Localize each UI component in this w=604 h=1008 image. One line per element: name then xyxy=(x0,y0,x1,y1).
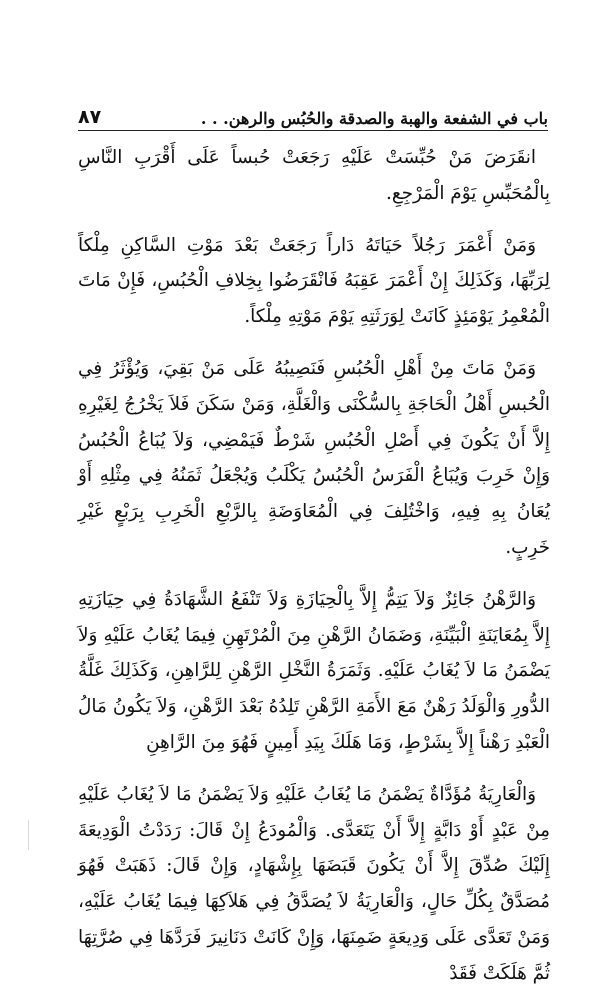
running-header xyxy=(78,98,548,131)
paragraph-5: وَالْعَارِيَةُ مُؤَدَّاةٌ يَضْمَنُ مَا يُغَابُ عَلَيْهِ وَلاَ يَضْمَنُ مَا لاَ يُغَابُ عَلَيْهِ مِنْ عَبْدٍ أَوْ دَابَّةٍ إِلاَّ أَنْ يَتَعَدَّى. وَالْمُودَعُ إِنْ قَالَ: رَدَدْتُ الْوَدِيعَةَ إِلَيْكَ صُدِّقَ إِلاَّ أَنْ يَكُونَ قَبَضَهَا بِإِشْهَادٍ، وَإِنْ قَالَ: ذَهَبَتْ فَهُوَ مُصَدَّقٌ بِكُلِّ حَالٍ، وَالْعَارِيَةُ لاَ يُصَدَّقُ فِي هَلاَكِهَا فِيمَا يُغَابُ عَلَيْهِ، وَمَنْ تَعَدَّى عَلَى وَدِيعَةٍ ضَمِنَهَا، وَإِنْ كَانَتْ دَنَانِيرَ فَرَدَّهَا فِي صُرَّتِهَا ثُمَّ هَلَكَتْ فَقَدْ xyxy=(78,783,550,984)
body-text xyxy=(78,140,550,1008)
paragraph-3: وَمَنْ مَاتَ مِنْ أَهْلِ الْحُبُسِ فَنَصِيبُهُ عَلَى مَنْ بَقِيَ، وَيُؤْثَرُ فِي الْحُبسِ أَهْلُ الْحَاجَةِ بِالسُّكْنَى وَالْغَلَّةِ، وَمَنْ سَكَنَ فَلاَ يَخْرُجُ لِغَيْرِهِ إِلاَّ أَنْ يَكُونَ فِي أَصْلِ الْحُبُسِ شَرْطٌ فَيَمْضِي، وَلاَ يُبَاعُ الْحُبُسُ وَإِنْ خَرِبَ وَيُبَاعُ الْفَرَسُ الْحُبُسُ يَكْلَبُ وَيُجْعَلُ ثَمَنُهُ فِي مِثْلِهِ أَوْ يُعَانُ بِهِ فِيهِ، وَاخْتُلِفَ فِي الْمُعَاوَضَةِ بِالرَّبْعِ الْخَرِبِ بِرَبْعٍ غَيْرِ خَرِبٍ. xyxy=(78,357,550,558)
margin-mark xyxy=(28,820,29,850)
paragraph-1: انقَرَضَ مَنْ حُبِّسَتْ عَلَيْهِ رَجَعَتْ حُبساً عَلَى أَقْرَبِ النَّاسِ بِالْمُحَبِّسِ يَوْمَ الْمَرْجِعِ. xyxy=(78,147,550,204)
paragraph-4: وَالرَّهْنُ جَائِزٌ وَلاَ يَتِمُّ إِلاَّ بِالْحِيَازَةِ وَلاَ تَنْفَعُ الشَّهَادَةُ فِي حِيَازَتِهِ إِلاَّ بِمُعَايَنَةِ الْبَيِّنَةِ، وَضَمَانُ الرَّهْنِ مِنَ الْمُرْتَهِنِ فِيمَا يُغَابُ عَلَيْهِ وَلاَ يَضْمَنُ مَا لاَ يُغَابُ عَلَيْهِ. وَثَمَرَةُ النَّخْلِ الرَّهْنِ لِلرَّاهِنِ، وَكَذَلِكَ غَلَّةُ الدُّورِ وَالْوَلَدُ رَهْنٌ مَعَ الأَمَةِ الرَّهْنِ تَلِدُهُ بَعْدَ الرَّهْنِ، وَلاَ يَكُونُ مَالُ الْعَبْدِ رَهْناً إِلاَّ بِشَرْطٍ، وَمَا هَلَكَ بِيَدِ أَمِينٍ فَهُوَ مِنَ الرَّاهِنِ xyxy=(78,588,550,753)
chapter-title: باب في الشفعة والهبة والصدقة والحُبُس والرهن. . . xyxy=(200,109,548,128)
page-number: ٨٧ xyxy=(78,106,102,128)
paragraph-2: وَمَنْ أَعْمَرَ رَجُلاً حَيَاتَهُ دَاراً رَجَعَتْ بَعْدَ مَوْتِ السَّاكِنِ مِلْكاً لِرَبِّهَا، وَكَذَلِكَ إِنْ أَعْمَرَ عَقِبَهُ فَانْقَرَضُوا بِخِلافِ الْحُبُسِ، فَإِنْ مَاتَ الْمُعْمِرُ يَوْمَئِذٍ كَانَتْ لِوَرَثَتِهِ يَوْمَ مَوْتِهِ مِلْكاً. xyxy=(78,234,550,328)
